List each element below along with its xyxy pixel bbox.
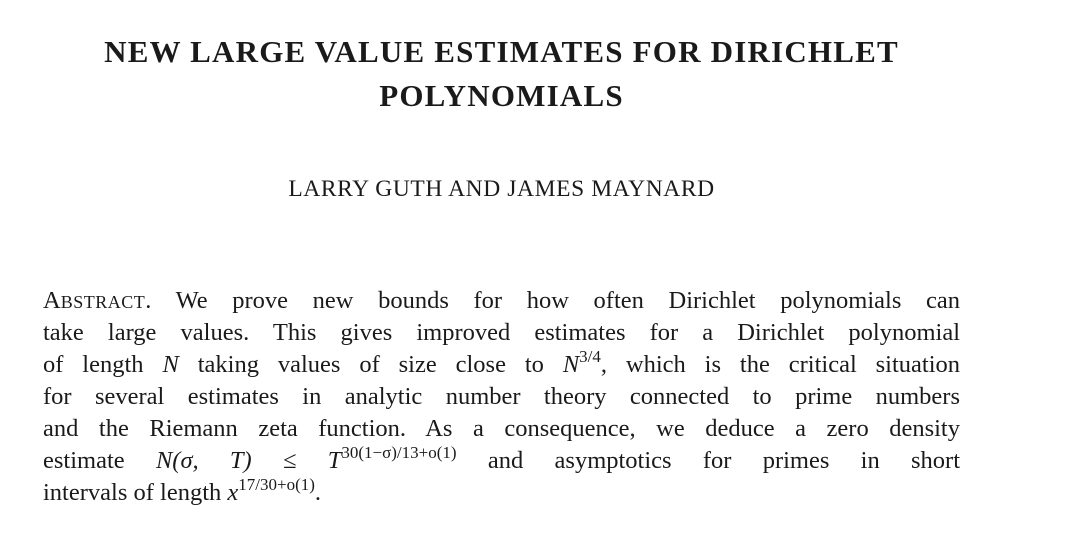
abstract-line-2: take large values. This gives improved estimates for a Dirichlet polynomial: [43, 319, 960, 346]
interval-exponent: 17/30+o(1): [238, 475, 315, 494]
abstract-line-4: for several estimates in analytic number theory connected to prime numbers: [43, 383, 960, 410]
paper-title: [0, 30, 1003, 118]
title-line-2: POLYNOMIALS: [379, 78, 624, 113]
abstract-line-7: intervals of length $x^{17/30+o(1)}$.: [43, 475, 322, 506]
abstract-line-5: and the Riemann zeta function. As a consequence, we deduce a zero density: [43, 415, 960, 442]
abstract-label: ABSTRACT.: [43, 287, 152, 314]
abstract-line-1: ABSTRACT. We prove new bounds for how often Dirichlet polynomials can: [43, 287, 961, 314]
zero-density-exponent: 30(1−σ)/13+o(1): [341, 443, 457, 462]
title-line-1: NEW LARGE VALUE ESTIMATES FOR DIRICHLET: [104, 34, 899, 69]
abstract-line-6: estimate N(σ, $T) \le T^{30(1-\sigma)/13+o(1)}$ and asymptotics for primes in short: [43, 443, 961, 474]
abstract: [43, 285, 960, 509]
abstract-line-3: of length N taking values of size close to $N^{3/4}$, which is the critical situation: [43, 347, 961, 378]
zero-density-formula: N(σ, T) ≤ T: [155, 447, 342, 474]
paper-authors: LARRY GUTH AND JAMES MAYNARD: [288, 176, 715, 202]
exponent-three-quarters: 3/4: [579, 347, 601, 366]
